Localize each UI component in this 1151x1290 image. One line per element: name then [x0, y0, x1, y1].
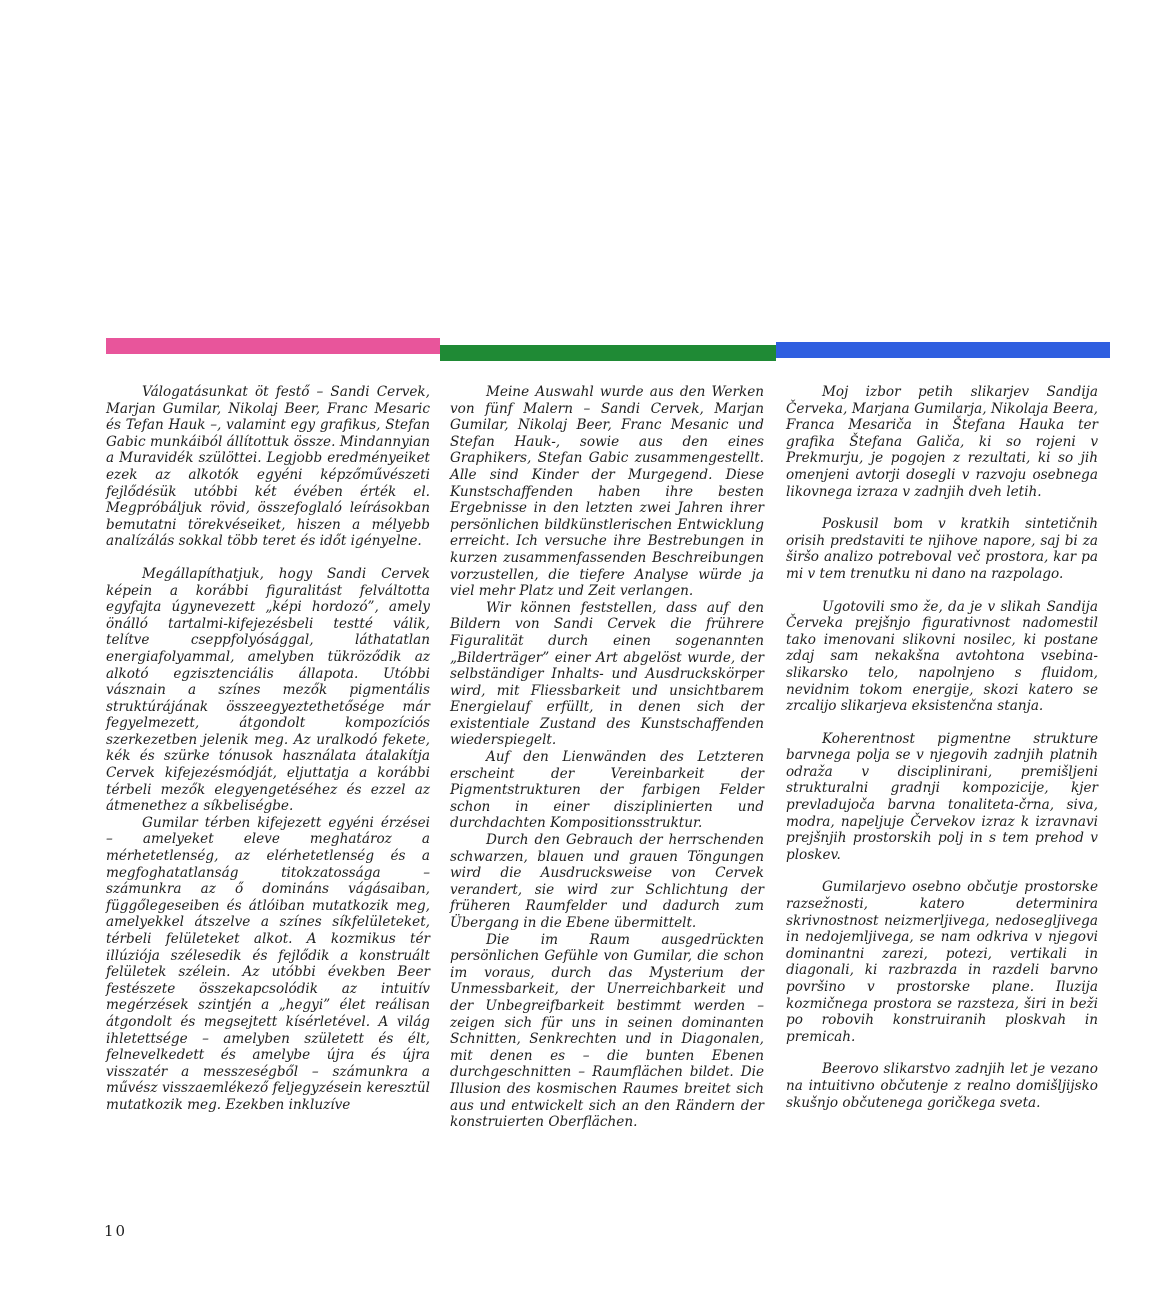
hungarian-paragraph-2: Megállapíthatjuk, hogy Sandi Cervek képein a korábbi figuralitást felváltotta egyfajta úgynevezett „képi hordozó”, amely önálló tartalmi-kifejezésbeli testté válik, telítve cseppfolyósággal, láthatatlan energiafolyammal, amelyben tükröződik az alkotó egzisztenciális állapota. Utóbbi vásznain a színes mezők pigmentális struktúrájának összeegyeztethetősége már fegyelmezett, átgondolt kompozíciós szerkezetben jelenik meg. Az uralkodó fekete, kék és szürke tónusok használata átalakítja Cervek kifejezésmódját, eljuttatja a korábbi térbeli mezők elegyengetéséhez és ezzel az átmenethez a síkbeliségbe. [106, 565, 430, 815]
hungarian-column [106, 384, 430, 1114]
german-paragraph-3: Auf den Lienwänden des Letzteren erscheint der Vereinbarkeit der Pigmentstrukturen der farbigen Felder schon in einer disziplinierten und durchdachten Kompositionsstruktur. [450, 749, 764, 832]
slovenian-paragraph-4: Koherentnost pigmentne strukture barvnega polja se v njegovih zadnjih platnih odraža v disciplinirani, premišljeni strukturalni gradnji kompozicije, kjer prevladujoča barvna tonaliteta-črna, siva, modra, napeljuje Červekov izraz k izravnavi prejšnjih prostorskih polj in s tem prehod v ploskev. [786, 730, 1098, 863]
hungarian-paragraph-3: Gumilar térben kifejezett egyéni érzései – amelyeket eleve meghatároz a mérhetetlenség, az elérhetetlenség és a megfoghatatlanság titokzatossága – számunkra az ő domináns vágásaiban, függőlegeseiben és átlóiban mutatkozik meg, amelyekkel átszelve a színes síkfelületeket, térbeli felületeket alkot. A kozmikus tér illúziója szélesedik és fejlődik a konstruált felületek szélein. Az utóbbi években Beer festészete összekapcsolódik az intuitív megérzések szintjén a „hegyi” élet reálisan átgondolt és megsejtett kísérletével. A világ ihletettsége – amelyben született és élt, felnevelkedett és amelybe újra és újra visszatér a messzeségből – számunkra a művész visszaemlékező feljegyzésein keresztül mutatkozik meg. Ezekben inkluzíve [106, 814, 430, 1113]
slovenian-paragraph-6: Beerovo slikarstvo zadnjih let je vezano na intuitivno občutenje z realno domišljijsko skušnjo občutenega goričkega sveta. [786, 1061, 1098, 1111]
german-paragraph-4: Durch den Gebrauch der herrschenden schwarzen, blauen und grauen Töngungen wird die Ausdrucksweise von Cervek verandert, sie wird zur Schlichtung der früheren Raumfelder und dadurch zum Übergang in die Ebene übermittelt. [450, 832, 764, 931]
german-column [450, 384, 764, 1131]
slovenian-paragraph-5: Gumilarjevo osebno občutje prostorske razsežnosti, katero determinira skrivnostnost neizmerljivega, nedosegljivega in nedojemljivega, se nam odkriva v njegovi dominantni zarezi, potezi, vertikali in diagonali, ki razbrazda in razdeli barvno površino v prostorske plane. Iluzija kozmičnega prostora se razsteza, širi in beži po robovih konstruiranih ploskvah in premicah. [786, 879, 1098, 1045]
color-band-blue [776, 342, 1110, 358]
slovenian-paragraph-2: Poskusil bom v kratkih sintetičnih orisih predstaviti te njihove napore, saj bi za širšo analizo potreboval več prostora, kar pa mi v tem trenutku ni dano na razpolago. [786, 516, 1098, 582]
slovenian-column [786, 384, 1098, 1111]
hungarian-paragraph-1: Válogatásunkat öt festő – Sandi Cervek, Marjan Gumilar, Nikolaj Beer, Franc Mesaric és Tefan Hauk –, valamint egy grafikus, Stefan Gabic munkáiból állítottuk össze. Mindannyian a Muravidék szülöttei. Legjobb eredményeiket ezek az alkotók egyéni képzőművészeti fejlődésük utóbbi két évében érték el. Megpróbáljuk rövid, összefoglaló leírásokban bemutatni törekvéseiket, hiszen a mélyebb analízálás sokkal több teret és időt igényelne. [106, 384, 430, 550]
slovenian-paragraph-3: Ugotovili smo že, da je v slikah Sandija Červeka prejšnjo figurativnost nadomestil tako imenovani slikovni nosilec, ki postane zdaj sam nekakšna avtohtona vsebina-slikarsko telo, napolnjeno s fluidom, nevidnim tokom energije, skozi katero se zrcalijo slikarjeva eksistenčna stanja. [786, 598, 1098, 715]
color-band-pink [106, 338, 440, 354]
slovenian-paragraph-1: Moj izbor petih slikarjev Sandija Červeka, Marjana Gumilarja, Nikolaja Beera, Franca Mesariča in Štefana Hauka ter grafika Štefana Galiča, ki so rojeni v Prekmurju, je pogojen z rezultati, ki so jih omenjeni avtorji dosegli v razvoju osebnega likovnega izraza v zadnjih dveh letih. [786, 384, 1098, 500]
german-paragraph-5: Die im Raum ausgedrückten persönlichen Gefühle von Gumilar, die schon im voraus, durch das Mysterium der Unmessbarkeit, der Unerreichbarkeit und der Unbegreifbarkeit bestimmt werden – zeigen sich für uns in seinen dominanten Schnitten, Senkrechten und in Diagonalen, mit denen es – die bunten Ebenen durchgeschnitten – Raumflächen bildet. Die Illusion des kosmischen Raumes breitet sich aus und entwickelt sich an den Rändern der konstruierten Oberflächen. [450, 931, 764, 1131]
german-paragraph-1: Meine Auswahl wurde aus den Werken von fünf Malern – Sandi Cervek, Marjan Gumilar, Nikolaj Beer, Franc Mesanic und Stefan Hauk-, sowie aus den eines Graphikers, Stefan Gabic zusammengestellt. Alle sind Kinder der Murgegend. Diese Kunstschaffenden haben ihre besten Ergebnisse in den letzten zwei Jahren ihrer persönlichen bildkünstlerischen Entwicklung erreicht. Ich versuche ihre Bestrebungen in kurzen zusammenfassenden Beschreibungen vorzustellen, die tiefere Analyse würde ja viel mehr Platz und Zeit verlangen. [450, 384, 764, 600]
german-paragraph-2: Wir können feststellen, dass auf den Bildern von Sandi Cervek die frührere Figuralität durch einen sogenannten „Bilderträger” einer Art abgelöst wurde, der selbständiger Inhalts- und Ausdruckskörper wird, mit Fliessbarkeit und unsichtbarem Energielauf erfüllt, in denen sich der existentiale Zustand des Kunstschaffenden wiederspiegelt. [450, 599, 764, 749]
color-band-green [440, 345, 776, 361]
page-number: 10 [104, 1222, 128, 1240]
